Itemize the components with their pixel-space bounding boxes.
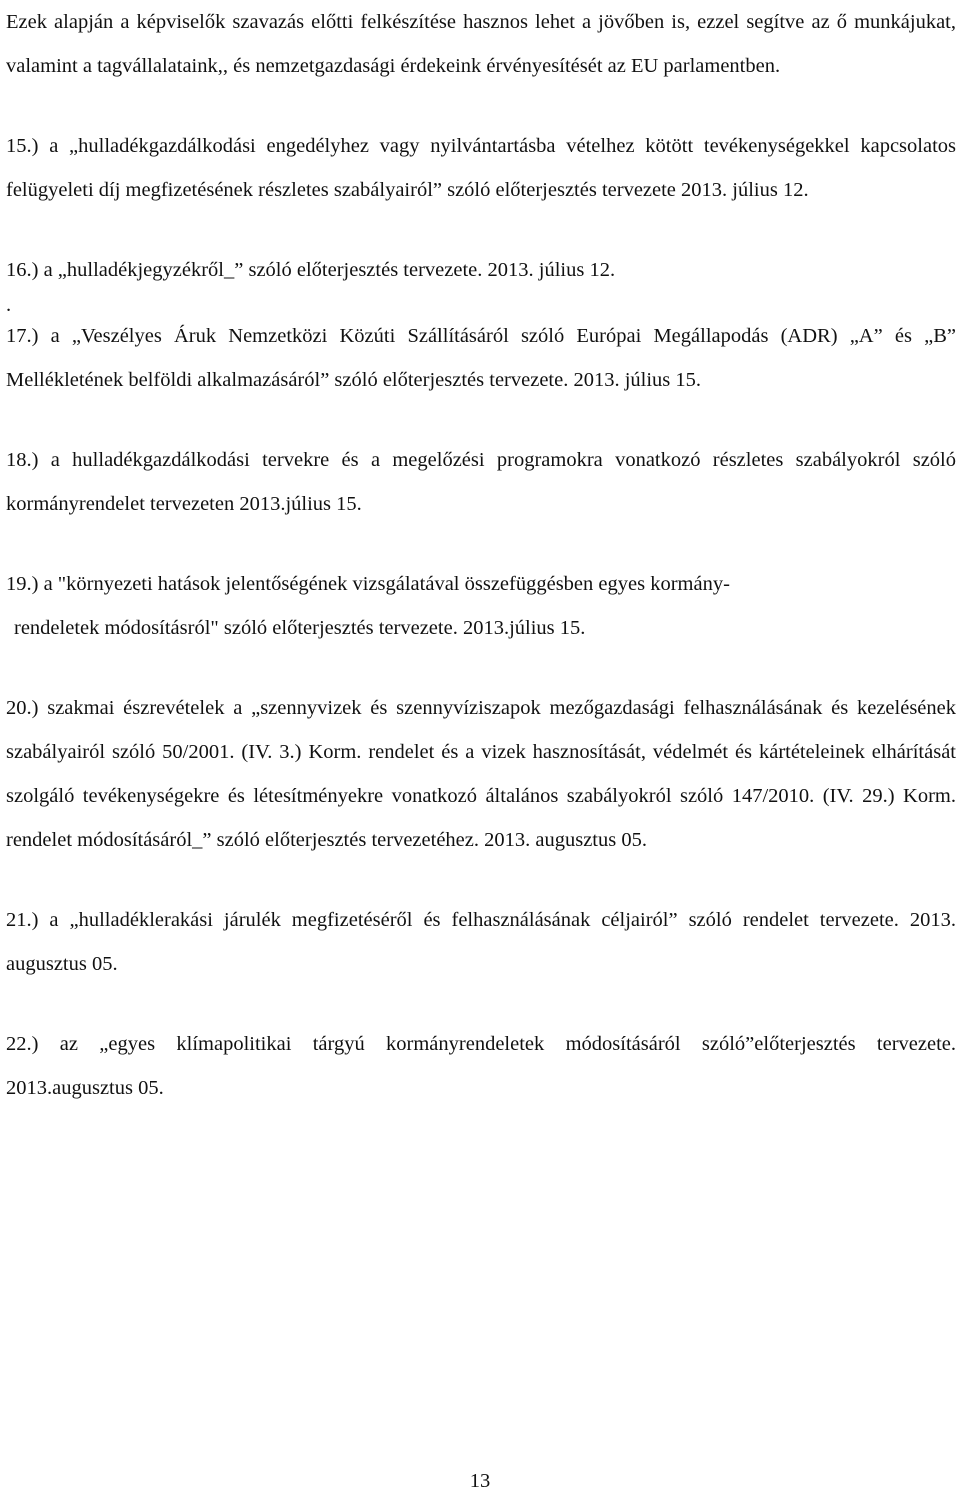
item-16: 16.) a „hulladékjegyzékről_” szóló előterjesztés tervezete. 2013. július 12. <box>6 259 616 281</box>
page-number: 13 <box>469 1470 491 1492</box>
item-18: 18.) a hulladékgazdálkodási tervekre és a megelőzési programokra vonatkozó részletes szabályokról szóló kormányrendelet tervezeten 2013.július 15. <box>6 449 956 515</box>
item-17: 17.) a „Veszélyes Áruk Nemzetközi Közúti Szállításáról szóló Európai Megállapodás (ADR) „A” és „B” Mellékletének belföldi alkalmazásáról” szóló előterjesztés tervezete. 2013. július 15. <box>6 325 956 391</box>
intro-paragraph: Ezek alapján a képviselők szavazás előtti felkészítése hasznos lehet a jövőben is, ezzel segítve az ő munkájukat, valamint a tagvállalataink,, és nemzetgazdasági érdekeink érvényesítését az EU parlamentben. <box>6 11 956 77</box>
item-19-line-2: rendeletek módosításról" szóló előterjesztés tervezete. 2013.július 15. <box>14 617 586 639</box>
item-19-line-1: 19.) a "környezeti hatások jelentőségének vizsgálatával összefüggésben egyes kormány- <box>6 573 730 595</box>
item-22: 22.) az „egyes klímapolitikai tárgyú kormányrendeletek módosításáról szóló”előterjesztés tervezete. 2013.augusztus 05. <box>6 1033 956 1099</box>
item-21: 21.) a „hulladéklerakási járulék megfizetéséről és felhasználásának céljairól” szóló rendelet tervezete. 2013. augusztus 05. <box>6 909 956 975</box>
item-15: 15.) a „hulladékgazdálkodási engedélyhez vagy nyilvántartásba vételhez kötött tevékenységekkel kapcsolatos felügyeleti díj megfizetésének részletes szabályairól” szóló előterjesztés tervezete 2013. július 12. <box>6 135 956 201</box>
document-page <box>6 0 956 1110</box>
stray-dot: . <box>6 294 12 316</box>
item-20: 20.) szakmai észrevételek a „szennyvizek és szennyvíziszapok mezőgazdasági felhasználásának és kezelésének szabályairól szóló 50/2001. (IV. 3.) Korm. rendelet és a vizek hasznosítását, védelmét és kártételeinek elhárítását szolgáló tevékenységekre és létesítményekre vonatkozó általános szabályokról szóló 147/2010. (IV. 29.) Korm. rendelet módosításáról_” szóló előterjesztés tervezetéhez. 2013. augusztus 05. <box>6 697 956 851</box>
